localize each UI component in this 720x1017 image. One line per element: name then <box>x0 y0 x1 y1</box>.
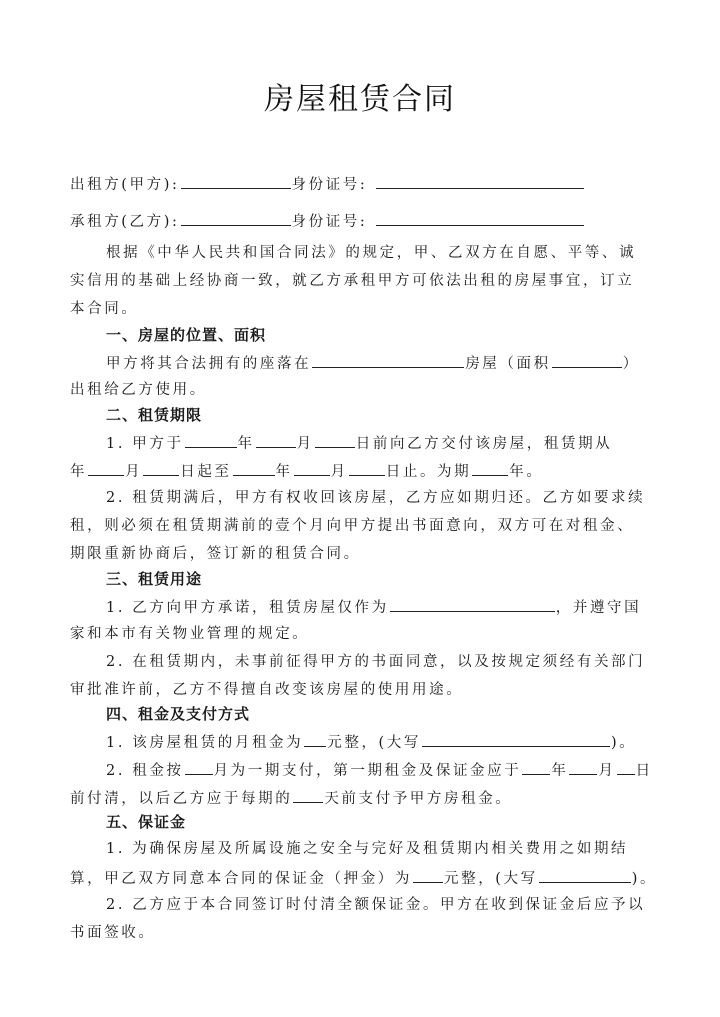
section-1-text-a: 甲方将其合法拥有的座落在 <box>106 356 312 372</box>
text: )。 <box>631 871 658 887</box>
preamble-line-3: 本合同。 <box>70 301 139 317</box>
text: 月 <box>598 763 616 779</box>
text: 月 <box>330 464 348 480</box>
section-4-clause-2-line-1 <box>106 759 652 781</box>
section-2-clause-1-line-1 <box>106 432 652 454</box>
lessor-id-label: 身份证号: <box>291 177 368 193</box>
text: 1. 该房屋租赁的月租金为 <box>106 735 304 751</box>
first-payment-month-blank[interactable] <box>569 759 597 775</box>
first-payment-year-blank[interactable] <box>522 759 550 775</box>
text: 日 <box>635 763 653 779</box>
section-2-clause-2-line-2: 租，则必须在租赁期满前的壹个月向甲方提出书面意向，双方可在对租金、 <box>70 518 635 534</box>
lessor-label: 出租方(甲方): <box>70 177 180 193</box>
section-2-heading: 二、租赁期限 <box>106 406 203 424</box>
lessee-label: 承租方(乙方): <box>70 214 180 230</box>
text: 月 <box>125 464 143 480</box>
monthly-rent-words-blank[interactable] <box>422 731 610 747</box>
location-blank[interactable] <box>312 352 464 368</box>
text: 前付清，以后乙方应于每期的 <box>70 791 293 807</box>
advance-days-blank[interactable] <box>293 787 323 803</box>
section-2-clause-2-line-1: 2. 租赁期满后，甲方有权收回该房屋，乙方应如期归还。乙方如要求续 <box>106 490 646 506</box>
text: 月为一期支付，第一期租金及保证金应于 <box>213 763 522 779</box>
section-4-heading: 四、租金及支付方式 <box>106 705 251 723</box>
lessor-row <box>70 173 652 195</box>
document-title: 房屋租赁合同 <box>264 82 456 117</box>
section-1-text-c: ） <box>622 356 640 372</box>
section-5-heading: 五、保证金 <box>106 813 187 831</box>
section-5-clause-2-line-2: 书面签收。 <box>70 925 156 941</box>
start-month-blank[interactable] <box>88 460 124 476</box>
text: 1. 甲方于 <box>106 436 184 452</box>
lessee-name-blank[interactable] <box>181 210 291 226</box>
text: 日止。为期 <box>385 464 472 480</box>
section-2-clause-2-line-3: 期限重新协商后，签订新的租赁合同。 <box>70 546 361 562</box>
lessee-row <box>70 210 652 232</box>
text: 2. 租金按 <box>106 763 184 779</box>
start-day-blank[interactable] <box>143 460 179 476</box>
section-4-clause-2-line-2 <box>70 787 652 809</box>
section-3-clause-2-line-1: 2. 在租赁期内，未事前征得甲方的书面同意，以及按规定须经有关部门 <box>106 654 646 670</box>
end-year-blank[interactable] <box>233 460 275 476</box>
term-years-blank[interactable] <box>472 460 508 476</box>
section-1-text-b: 房屋（面积 <box>465 356 551 372</box>
first-payment-day-blank[interactable] <box>617 759 635 775</box>
text: )。 <box>611 735 637 751</box>
text: 1. 乙方向甲方承诺，租赁房屋仅作为 <box>106 600 389 616</box>
section-5-clause-1-line-1: 1. 为确保房屋及所属设施之安全与完好及租赁期内相关费用之如期结 <box>106 841 629 857</box>
lessee-id-blank[interactable] <box>376 210 584 226</box>
text: 日前向乙方交付该房屋，租赁期从 <box>355 436 613 452</box>
section-1-heading: 一、房屋的位置、面积 <box>106 326 267 344</box>
section-3-clause-1-line-1 <box>106 596 652 618</box>
text: 年 <box>70 464 88 480</box>
text: 月 <box>296 436 314 452</box>
section-5-clause-1-line-2 <box>70 867 658 889</box>
text: 年 <box>551 763 569 779</box>
monthly-rent-blank[interactable] <box>304 731 326 747</box>
text: 日起至 <box>180 464 232 480</box>
section-5-clause-2-line-1: 2. 乙方应于本合同签订时付清全额保证金。甲方在收到保证金后应予以 <box>106 897 646 913</box>
text: 元整，(大写 <box>444 871 538 887</box>
text: 年。 <box>509 464 544 480</box>
text: 算，甲乙双方同意本合同的保证金（押金）为 <box>70 871 412 887</box>
section-1-line-2: 出租给乙方使用。 <box>70 382 207 398</box>
text: 元整，(大写 <box>327 735 422 751</box>
area-blank[interactable] <box>552 352 622 368</box>
section-2-clause-1-line-2 <box>70 460 652 482</box>
end-month-blank[interactable] <box>294 460 330 476</box>
usage-purpose-blank[interactable] <box>390 596 555 612</box>
text: 天前支付予甲方房租金。 <box>324 791 513 807</box>
section-3-heading: 三、租赁用途 <box>106 570 203 588</box>
deposit-amount-blank[interactable] <box>413 867 443 883</box>
section-3-clause-1-line-2: 家和本市有关物业管理的规定。 <box>70 626 310 642</box>
text: 年 <box>275 464 293 480</box>
text: ，并遵守国 <box>555 600 642 616</box>
deposit-words-blank[interactable] <box>539 867 631 883</box>
preamble-line-1: 根据《中华人民共和国合同法》的规定，甲、乙双方在自愿、平等、诚 <box>106 245 637 261</box>
preamble-line-2: 实信用的基础上经协商一致，就乙方承租甲方可依法出租的房屋事宜，订立 <box>70 273 635 289</box>
lessee-id-label: 身份证号: <box>291 214 368 230</box>
text: 年 <box>237 436 255 452</box>
section-4-clause-1 <box>106 731 652 753</box>
delivery-day-blank[interactable] <box>315 432 355 448</box>
section-1-line-1 <box>106 352 652 374</box>
payment-period-blank[interactable] <box>185 759 213 775</box>
lessor-name-blank[interactable] <box>181 173 291 189</box>
lessor-id-blank[interactable] <box>376 173 584 189</box>
delivery-month-blank[interactable] <box>256 432 296 448</box>
section-3-clause-2-line-2: 审批准许前，乙方不得擅自改变该房屋的使用用途。 <box>70 682 464 698</box>
end-day-blank[interactable] <box>349 460 385 476</box>
delivery-year-blank[interactable] <box>185 432 237 448</box>
